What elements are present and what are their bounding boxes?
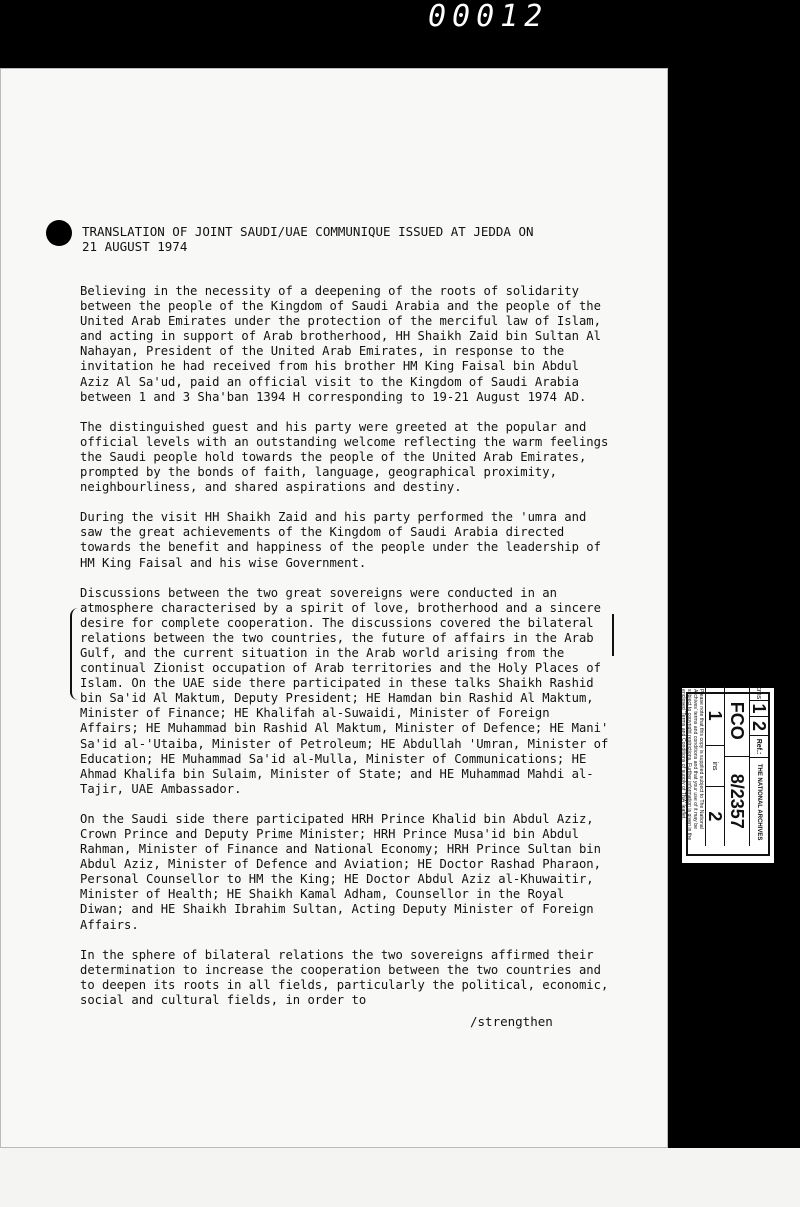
- page-bottom-edge: [0, 1148, 800, 1207]
- heading-line-1: TRANSLATION OF JOINT SAUDI/UAE COMMUNIQUE ISSUED AT JEDDA ON: [82, 224, 534, 239]
- stamp-ins-label: ins: [706, 746, 724, 787]
- stamp-piece: 8/2357: [727, 773, 748, 829]
- stamp-content: [680, 686, 770, 846]
- paragraph: During the visit HH Shaikh Zaid and his party performed the 'umra and saw the great achievements of the Kingdom of Saudi Arabia directed towards the benefit and happiness of the people under the leadership of HM King Faisal and his wise Government.: [80, 510, 601, 570]
- document-body: [80, 284, 610, 1023]
- stamp-notice: Please note that this copy is supplied subject to The National Archives' terms and conditions and that your use of it may be subject to copyright restrictions. Further information is given in the enclosed 'Terms and Conditions of supply of TNA' leaflet.: [680, 689, 704, 841]
- paragraph: The distinguished guest and his party were greeted at the popular and official levels with an outstanding welcome reflecting the warm feelings the Saudi people hold towards the people of the United Arab Emirates, prompted by the bonds of faith, language, geographical proximity, neighbourliness, and shared aspirations and destiny.: [80, 419, 609, 495]
- paragraph: Discussions between the two great sovereigns were conducted in an atmosphere characterised by a spirit of love, brotherhood and a sincere desire for complete cooperation. The discussions covered the bilateral relations between the two countries, the future of affairs in the Arab Gulf, and the current situation in the Arab world arising from the continual Zionist occupation of Arab territories and the Holy Places of Islam. On the UAE side there participated in these talks Shaikh Rashid bin Sa'id Al Maktum, Deputy President; HE Hamdan bin Rashid Al Maktum, Minister of Finance; HE Khalifah al-Suwaidi, Minister of Foreign Affairs; HE Muhammad bin Rashid Al Maktum, Minister of Defence; HE Mani' Sa'id al-'Utaiba, Minister of Petroleum; HE Abdullah 'Umran, Minister of Education; HE Muhammad Sa'id al-Mulla, Minister of Communications; HE Ahmad Khalifa bin Sulaim, Minister of State; and HE Muhammad Mahdi al-Tajir, UAE Ambassador.: [80, 585, 609, 796]
- stamp-cm-2: 2: [750, 717, 768, 736]
- archive-stamp: [682, 688, 774, 863]
- paragraph: Believing in the necessity of a deepening of the roots of solidarity between the people of the Kingdom of Saudi Arabia and the people of the United Arab Emirates under the protection of the merciful law of Islam, and acting in support of Arab brotherhood, HH Shaikh Zaid bin Sultan Al Nahayan, President of the United Arab Emirates, in response to the invitation he had received from his brother HM King Faisal bin Abdul Aziz Al Sa'ud, paid an official visit to the Kingdom of Saudi Arabia between 1 and 3 Sha'ban 1394 H corresponding to 19-21 August 1974 AD.: [80, 284, 601, 404]
- heading-line-2: 21 AUGUST 1974: [82, 239, 188, 254]
- punch-hole: [46, 220, 72, 246]
- margin-bracket-right: [612, 614, 614, 656]
- stamp-ref-label: Ref.:: [750, 736, 768, 758]
- margin-bracket-left: [70, 608, 80, 700]
- document-heading: [82, 224, 582, 254]
- stamp-cm-label: cms: [750, 686, 768, 701]
- paragraph: In the sphere of bilateral relations the two sovereigns affirmed their determination to increase the cooperation between the two countries and to deepen its roots in all fields, particularly the political, economic, social and cultural fields, in order to: [80, 947, 609, 1007]
- stamp-ins-2: 2: [705, 811, 726, 822]
- stamp-series: FCO: [725, 686, 749, 757]
- stamp-ins-1: 1: [706, 686, 724, 746]
- stamp-archive-name: THE NATIONAL ARCHIVES: [756, 763, 762, 841]
- paragraph: On the Saudi side there participated HRH Prince Khalid bin Abdul Aziz, Crown Prince and Deputy Prime Minister; HRH Prince Musa'id bin Abdul Rahman, Minister of Finance and National Economy; HRH Prince Sultan bin Abdul Aziz, Minister of Defence and Aviation; HE Doctor Rashad Pharaon, Personal Counsellor to HM the King; HE Doctor Abdul Aziz al-Khuwaitir, Minister of Health; HE Shaikh Kamal Adham, Counsellor in the Royal Diwan; and HE Shaikh Ibrahim Sultan, Acting Deputy Minister of Foreign Affairs.: [80, 811, 601, 932]
- catchword: /strengthen: [470, 1014, 553, 1029]
- stamp-cm-1: 1: [750, 701, 768, 718]
- folio-number: 00012: [428, 0, 549, 34]
